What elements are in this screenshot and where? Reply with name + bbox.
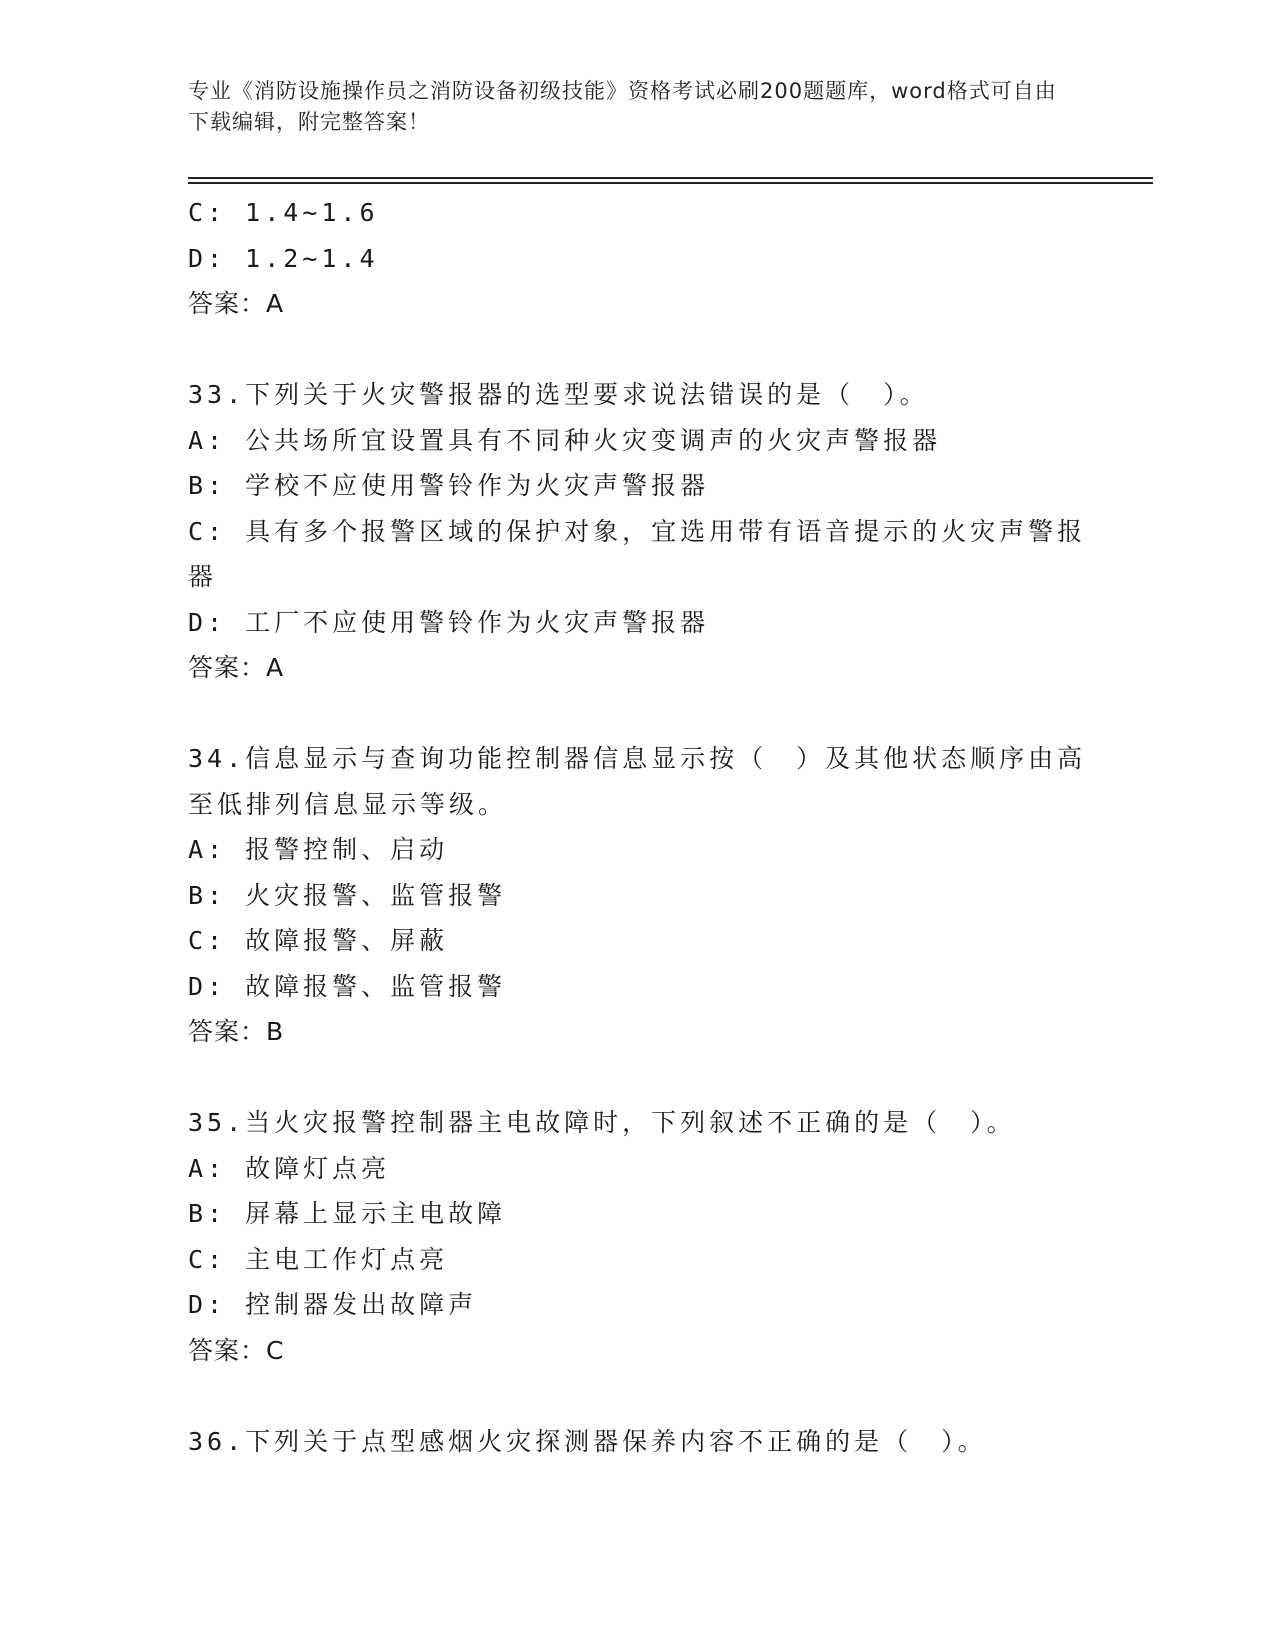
option-d: D: 1.2~1.4: [188, 243, 379, 273]
question-36: [188, 1419, 1088, 1465]
answer-value: C: [266, 1335, 285, 1365]
answer-label: 答案：: [188, 653, 267, 682]
page-header: 专业《消防设施操作员之消防设备初级技能》资格考试必刷200题题库，word格式可自由下载编辑，附完整答案！: [188, 79, 1057, 134]
option-c: C: 主电工作灯点亮: [188, 1244, 449, 1274]
option-b: B: 屏幕上显示主电故障: [188, 1199, 507, 1228]
question-stem: 33.下列关于火灾警报器的选型要求说法错误的是（ ）。: [188, 380, 929, 409]
question-32-continuation: [188, 190, 1088, 327]
question-stem: 36.下列关于点型感烟火灾探测器保养内容不正确的是（ ）。: [188, 1426, 987, 1456]
answer-value: A: [266, 289, 285, 318]
header-rule-bottom: [188, 182, 1153, 184]
option-c: C: 故障报警、屏蔽: [188, 926, 449, 955]
option-a: A: 公共场所宜设置具有不同种火灾变调声的火灾声警报器: [188, 425, 942, 455]
answer-value: A: [266, 653, 285, 682]
question-35: [188, 1100, 1088, 1373]
option-d: D: 工厂不应使用警铃作为火灾声警报器: [188, 607, 710, 637]
question-34: [188, 736, 1088, 1055]
header-rule-top: [188, 177, 1153, 179]
option-d: D: 控制器发出故障声: [188, 1290, 478, 1319]
option-c: C: 1.4~1.6: [188, 198, 379, 227]
option-a: A: 报警控制、启动: [188, 835, 449, 864]
document-body: [188, 190, 1088, 1464]
answer-line: [188, 1328, 1088, 1374]
option-b: B: 火灾报警、监管报警: [188, 880, 507, 910]
answer-label: 答案：: [188, 289, 267, 318]
option-b: B: 学校不应使用警铃作为火灾声警报器: [188, 471, 710, 500]
question-stem: 34.信息显示与查询功能控制器信息显示按（ ）及其他状态顺序由高至低排列信息显示等级。: [188, 744, 1087, 819]
answer-value: B: [266, 1017, 285, 1046]
answer-label: 答案：: [188, 1335, 267, 1365]
answer-line: [188, 1009, 1088, 1055]
option-a: A: 故障灯点亮: [188, 1153, 391, 1183]
answer-label: 答案：: [188, 1017, 267, 1046]
option-c: C: 具有多个报警区域的保护对象，宜选用带有语音提示的火灾声警报器: [188, 516, 1087, 591]
question-33: [188, 372, 1088, 691]
answer-line: [188, 281, 1088, 327]
question-stem: 35.当火灾报警控制器主电故障时，下列叙述不正确的是（ ）。: [188, 1108, 1016, 1137]
option-d: D: 故障报警、监管报警: [188, 971, 507, 1001]
answer-line: [188, 645, 1088, 691]
